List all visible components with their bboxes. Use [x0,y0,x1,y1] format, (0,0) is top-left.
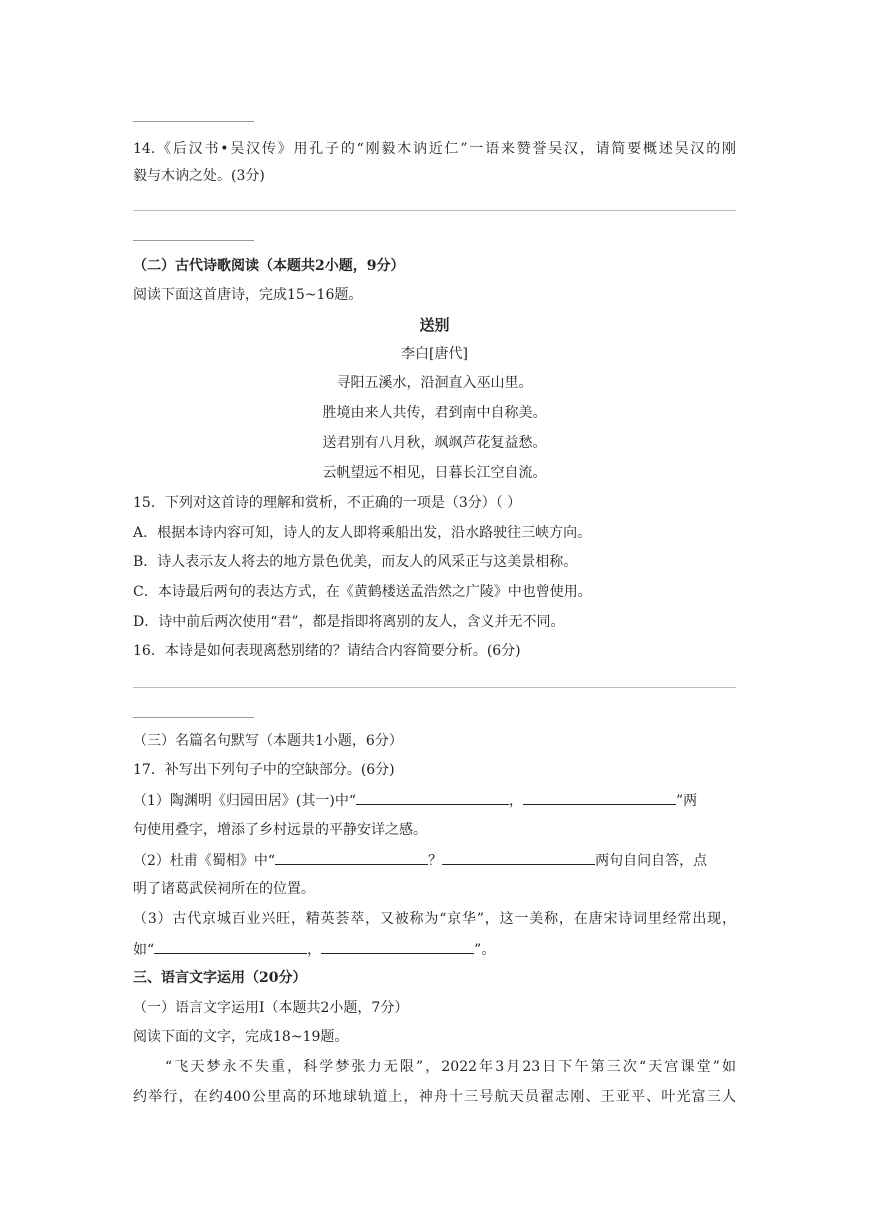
question-17-part-3-line-1: （3）古代京城百业兴旺，精英荟萃，又被称为“京华”，这一美称，在唐宋诗词里经常出现， [133,911,736,927]
fill-blank[interactable] [321,939,474,954]
q17-1-prefix: （1）陶渊明《归园田居》(其一)中“ [133,793,356,809]
question-17-part-1 [133,790,743,811]
passage-line-2: 约举行，在约400公里高的环地球轨道上，神舟十三号航天员翟志刚、王亚平、叶光富三人 [133,1089,736,1105]
fill-blank[interactable] [356,790,509,805]
q17-2-prefix: （2）杜甫《蜀相》中“ [133,853,276,869]
poem-line-2: 胜境由来人共传，君到南中自称美。 [322,405,547,421]
question-17-part-3-line-2 [133,939,743,960]
answer-line-14[interactable] [133,210,736,211]
question-14-line-2: 毅与木讷之处。(3分) [133,168,265,184]
question-17-part-2 [133,850,743,871]
poem-line-3: 送君别有八月秋，飒飒芦花复益愁。 [322,435,547,451]
section-2-heading: （二）古代诗歌阅读（本题共2小题，9分） [133,258,405,274]
fill-blank[interactable] [275,850,428,865]
question-17-stem: 17．补写出下列句子中的空缺部分。(6分) [133,762,395,778]
q17-3-mid: ， [307,942,322,958]
passage-line-1: “飞天梦永不失重，科学梦张力无限”，2022年3月23日下午第三次“天宫课堂”如 [165,1059,736,1075]
part-3-sub-heading: （一）语言文字运用Ⅰ（本题共2小题，7分） [133,1000,409,1016]
fill-blank[interactable] [442,850,595,865]
answer-line-16[interactable] [133,687,736,688]
section-2-intro: 阅读下面这首唐诗，完成15~16题。 [133,287,363,303]
q17-1-mid: ， [509,793,523,809]
q17-1-suffix: ”两 [676,793,698,809]
part-3-intro: 阅读下面的文字，完成18~19题。 [133,1029,349,1045]
question-14-line-1: 14.《后汉书•吴汉传》用孔子的“刚毅木讷近仁”一语来赞誉吴汉，请简要概述吴汉的刚 [133,141,736,157]
poem-line-1: 寻阳五溪水，沿洄直入巫山里。 [336,375,533,391]
question-15-option-d[interactable]: D．诗中前后两次使用“君”，都是指即将离别的友人，含义并无不同。 [133,614,565,630]
poem-line-4: 云帆望远不相见，日暮长江空自流。 [322,465,547,481]
poem-title: 送别 [419,316,450,334]
separator-rule [133,717,254,718]
question-16-stem: 16．本诗是如何表现离愁别绪的？请结合内容简要分析。(6分) [133,643,521,659]
part-3-heading: 三、语言文字运用（20分） [133,970,307,986]
question-15-stem: 15．下列对这首诗的理解和赏析，不正确的一项是（3分）（ ） [133,495,522,511]
q17-2-suffix: 两句自问自答，点 [595,853,708,869]
question-15-option-c[interactable]: C．本诗最后两句的表达方式，在《黄鹤楼送孟浩然之广陵》中也曾使用。 [133,584,592,600]
fill-blank[interactable] [523,790,676,805]
fill-blank[interactable] [154,939,307,954]
q17-2-mid: ？ [428,853,443,869]
q17-3-prefix: 如“ [133,942,155,958]
section-3-heading: （三）名篇名句默写（本题共1小题，6分） [133,733,403,749]
q17-3-suffix: ”。 [474,942,496,958]
question-17-part-1-line-2: 句使用叠字，增添了乡村远景的平静安详之感。 [133,822,427,838]
question-15-option-b[interactable]: B．诗人表示友人将去的地方景色优美，而友人的风采正与这美景相称。 [133,554,578,570]
question-15-option-a[interactable]: A．根据本诗内容可知，诗人的友人即将乘船出发，沿水路驶往三峡方向。 [133,525,592,541]
separator-rule [133,240,254,241]
separator-rule [133,121,254,122]
question-17-part-2-line-2: 明了诸葛武侯祠所在的位置。 [133,881,315,897]
poem-author: 李白[唐代] [401,346,468,362]
